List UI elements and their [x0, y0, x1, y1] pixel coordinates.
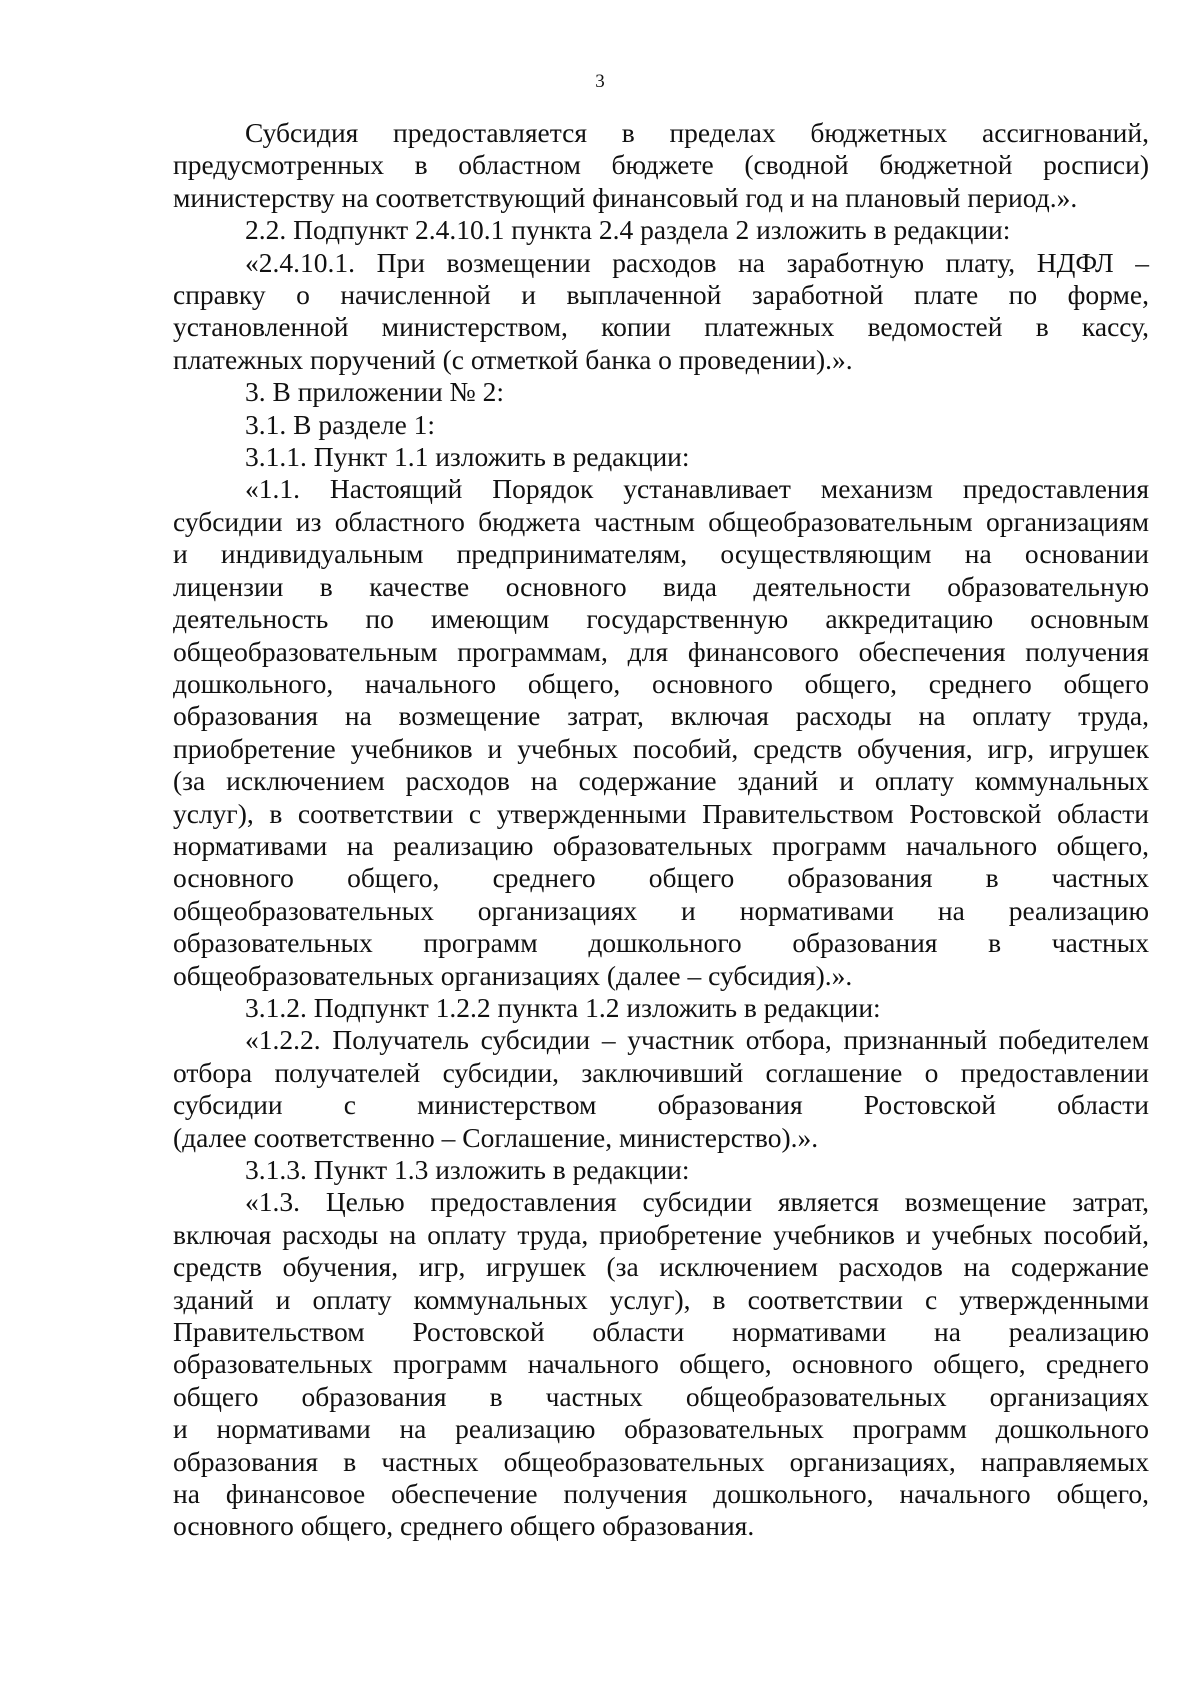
text-line: «2.4.10.1. При возмещении расходов на заработную плату, НДФЛ – — [245, 246, 1149, 278]
page-number: 3 — [595, 71, 605, 92]
text-line: приобретение учебников и учебных пособий, средств обучения, игр, игрушек — [173, 732, 1149, 764]
text-line: основного общего, среднего общего образования в частных — [173, 862, 1149, 894]
text-line: субсидии из областного бюджета частным общеобразовательным организациям — [173, 505, 1149, 537]
text-line: услуг), в соответствии с утвержденными Правительством Ростовской области — [173, 797, 1149, 829]
text-line: (далее соответственно – Соглашение, министерство).». — [173, 1121, 819, 1153]
text-line: дошкольного, начального общего, основного общего, среднего общего — [173, 667, 1149, 699]
text-line: «1.3. Целью предоставления субсидии является возмещение затрат, — [245, 1186, 1149, 1218]
paragraph-p8 — [173, 992, 1149, 1024]
text-line: 2.2. Подпункт 2.4.10.1 пункта 2.4 раздела 2 изложить в редакции: — [245, 214, 1011, 246]
text-line: нормативами на реализацию образовательных программ начального общего, — [173, 829, 1149, 861]
paragraph-p2 — [173, 214, 1149, 246]
text-line: платежных поручений (с отметкой банка о проведении).». — [173, 343, 853, 375]
text-line: общеобразовательным программам, для финансового обеспечения получения — [173, 635, 1149, 667]
paragraph-p4 — [173, 376, 1149, 408]
paragraph-p10 — [173, 1154, 1149, 1186]
text-line: зданий и оплату коммунальных услуг), в соответствии с утвержденными — [173, 1283, 1149, 1315]
text-line: Правительством Ростовской области нормативами на реализацию — [173, 1316, 1149, 1348]
text-line: средств обучения, игр, игрушек (за исключением расходов на содержание — [173, 1251, 1149, 1283]
text-line: установленной министерством, копии платежных ведомостей в кассу, — [173, 311, 1149, 343]
paragraph-p9 — [173, 1024, 1149, 1154]
text-line: и нормативами на реализацию образовательных программ дошкольного — [173, 1413, 1149, 1445]
text-line: общеобразовательных организациях и нормативами на реализацию — [173, 894, 1149, 926]
text-line: министерству на соответствующий финансовый год и на плановый период.». — [173, 181, 1078, 213]
document-body — [173, 117, 1149, 1543]
text-line: 3.1. В разделе 1: — [245, 408, 436, 440]
paragraph-p3 — [173, 247, 1149, 377]
text-line: деятельность по имеющим государственную аккредитацию основным — [173, 603, 1149, 635]
paragraph-p5 — [173, 409, 1149, 441]
text-line: 3.1.2. Подпункт 1.2.2 пункта 1.2 изложить в редакции: — [245, 991, 881, 1023]
paragraph-p7 — [173, 473, 1149, 992]
text-line: субсидии с министерством образования Ростовской области — [173, 1089, 1149, 1121]
text-line: «1.2.2. Получатель субсидии – участник отбора, признанный победителем — [245, 1024, 1149, 1056]
text-line: 3. В приложении № 2: — [245, 376, 505, 408]
text-line: предусмотренных в областном бюджете (сводной бюджетной росписи) — [173, 149, 1149, 181]
text-line: лицензии в качестве основного вида деятельности образовательную — [173, 570, 1149, 602]
text-line: отбора получателей субсидии, заключивший соглашение о предоставлении — [173, 1056, 1149, 1088]
text-line: общего образования в частных общеобразовательных организациях — [173, 1380, 1149, 1412]
text-line: основного общего, среднего общего образования. — [173, 1510, 755, 1542]
text-line: общеобразовательных организациях (далее – субсидия).». — [173, 959, 853, 991]
text-line: Субсидия предоставляется в пределах бюджетных ассигнований, — [245, 117, 1149, 148]
text-line: (за исключением расходов на содержание зданий и оплату коммунальных — [173, 765, 1149, 797]
text-line: на финансовое обеспечение получения дошкольного, начального общего, — [173, 1478, 1149, 1510]
text-line: «1.1. Настоящий Порядок устанавливает механизм предоставления — [245, 473, 1149, 505]
text-line: справку о начисленной и выплаченной заработной плате по форме, — [173, 279, 1149, 311]
text-line: образовательных программ дошкольного образования в частных — [173, 927, 1149, 959]
paragraph-p1 — [173, 117, 1149, 214]
text-line: включая расходы на оплату труда, приобретение учебников и учебных пособий, — [173, 1218, 1149, 1250]
text-line: 3.1.3. Пункт 1.3 изложить в редакции: — [245, 1154, 690, 1185]
text-line: образовательных программ начального общего, основного общего, среднего — [173, 1348, 1149, 1380]
text-line: образования в частных общеобразовательных организациях, направляемых — [173, 1445, 1149, 1477]
text-line: 3.1.1. Пункт 1.1 изложить в редакции: — [245, 441, 690, 473]
text-line: и индивидуальным предпринимателям, осуществляющим на основании — [173, 538, 1149, 570]
paragraph-p6 — [173, 441, 1149, 473]
text-line: образования на возмещение затрат, включая расходы на оплату труда, — [173, 700, 1149, 732]
paragraph-p11 — [173, 1186, 1149, 1542]
